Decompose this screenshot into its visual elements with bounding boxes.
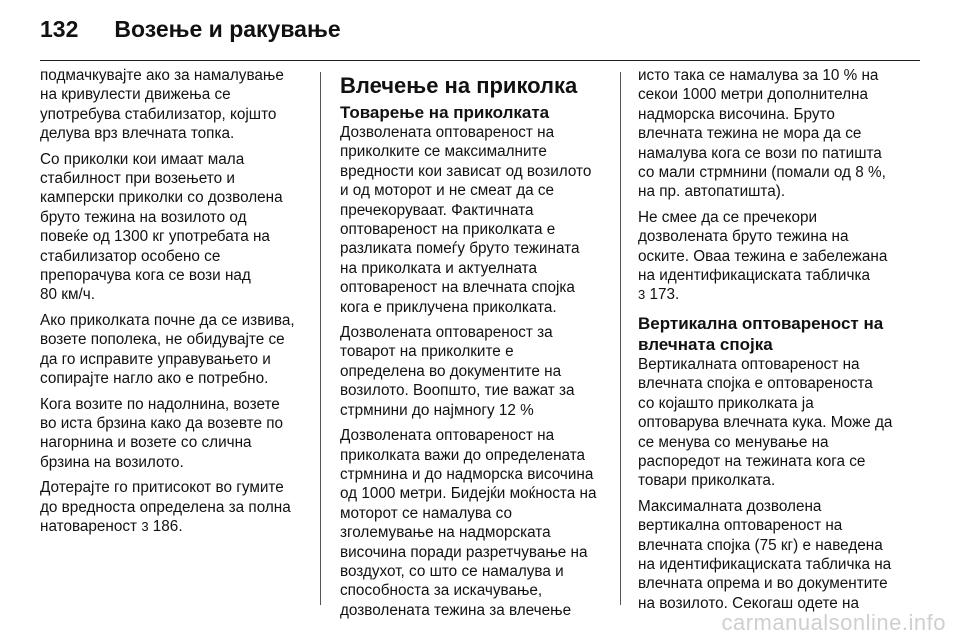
text-line: камперски приколки со дозволена xyxy=(40,189,283,207)
text-line: разликата помеѓу бруто тежината xyxy=(340,240,580,258)
subheading-line: Вертикална оптовареност на xyxy=(638,313,884,333)
text-line: да го исправите управувањето и xyxy=(40,350,271,368)
subheading-line: влечната спојка xyxy=(638,334,773,354)
paragraph xyxy=(40,311,308,389)
paragraph xyxy=(638,497,920,613)
text-line: Максималната дозволена xyxy=(638,497,822,515)
text-line: Дозволената оптовареност за xyxy=(340,324,553,342)
text-line: секои 1000 метри дополнителна xyxy=(638,86,868,104)
text-line: препорачува кога се вози над xyxy=(40,267,251,285)
text-line: на возилото. Секогаш одете на xyxy=(638,594,860,612)
paragraph xyxy=(340,426,608,620)
watermark: carmanualsonline.info xyxy=(721,610,946,635)
text-line: дозволената тежина за влечење xyxy=(340,601,572,619)
text-line: вредности кои зависат од возилото xyxy=(340,162,592,180)
text-line: влечната спојка (75 кг) е наведена xyxy=(638,536,883,554)
text-line: оптовареност на влечната спојка xyxy=(340,279,575,297)
text-line: височина поради разретчување на xyxy=(340,543,588,561)
text-line: се менува со менување на xyxy=(638,433,829,451)
text-line: во иста брзина како да возевте по xyxy=(40,414,284,432)
text-line: надморска височина. Бруто xyxy=(638,105,835,123)
text-line: Ако приколката почне да се извива, xyxy=(40,311,295,329)
text-line: до вредноста определена за полна xyxy=(40,498,291,516)
header-divider xyxy=(40,60,920,61)
text-line: товари приколката. xyxy=(638,472,776,490)
text-line: оптовареност на приколката е xyxy=(340,221,556,239)
text-line: Кога возите по надолнина, возете xyxy=(40,395,280,413)
text-line: на приколката и актуелната xyxy=(340,259,537,277)
text-line: влечната тежина не мора да се xyxy=(638,125,862,143)
page-reference-link[interactable]: 173. xyxy=(649,286,680,304)
text-line: на пр. автопатишта). xyxy=(638,183,786,201)
text-line: стабилизатор особено се xyxy=(40,247,221,265)
subsection-title: Товарење на приколката xyxy=(340,103,550,122)
text-line: Вертикалната оптовареност на xyxy=(638,355,860,373)
section-title: Влечење на приколка xyxy=(340,73,578,98)
text-line: брзина на возилото. xyxy=(40,453,184,471)
text-line: возете пополека, не обидувајте се xyxy=(40,331,285,349)
text-line: делува врз влечната топка. xyxy=(40,125,235,143)
text-line: нагорнина и возете со слична xyxy=(40,434,252,452)
paragraph xyxy=(638,355,920,491)
paragraph xyxy=(340,323,608,420)
text-line: влечната спојка е оптовареноста xyxy=(638,375,873,393)
page-number: 132 xyxy=(40,16,79,42)
text-line: возилото. Воопшто, тие важат за xyxy=(340,382,575,400)
page-reference-arrow-icon: 3 xyxy=(141,518,149,534)
text-line: вертикална оптовареност на xyxy=(638,517,843,535)
text-line: со којашто приколката ја xyxy=(638,394,814,412)
text-line: и од моторот и не смеат да се xyxy=(340,182,555,200)
text-line: приколката важи до определената xyxy=(340,446,586,464)
column-divider-2 xyxy=(620,72,621,605)
page-title: Возење и ракување xyxy=(114,16,341,42)
text-line: стабилност при возењето и xyxy=(40,170,235,188)
text-line: на идентификациската табличка xyxy=(638,267,870,285)
subsection-title xyxy=(638,313,920,355)
text-line: стрмнина и до надморска височина xyxy=(340,465,594,483)
text-line: дозволената бруто тежина на xyxy=(638,228,849,246)
text-line: Дотерајте го притисокот во гумите xyxy=(40,479,284,497)
text-line: употребува стабилизатор, којшто xyxy=(40,105,277,123)
text-line: исто така се намалува за 10 % на xyxy=(638,67,879,84)
text-line: воздухот, со што се намалува и xyxy=(340,562,564,580)
text-line: приколките се максималните xyxy=(340,143,547,161)
text-column-1 xyxy=(40,66,308,542)
paragraph xyxy=(638,208,920,305)
text-line: зголемување на надморската xyxy=(340,524,551,542)
text-line: влечната опрема и во документите xyxy=(638,575,888,593)
text-line: сопирајте нагло ако е потребно. xyxy=(40,370,269,388)
text-line: намалува кога се вози по патишта xyxy=(638,144,882,162)
paragraph xyxy=(40,478,308,536)
paragraph xyxy=(340,123,608,317)
text-line: Дозволената оптовареност на xyxy=(340,124,555,141)
text-line: оските. Оваа тежина е забележана xyxy=(638,247,888,265)
paragraph xyxy=(40,150,308,305)
text-line: Не смее да се пречекори xyxy=(638,208,818,226)
text-line: способноста за искачување, xyxy=(340,582,543,600)
page-reference-arrow-icon: 3 xyxy=(638,287,646,303)
text-line: стрмнини до најмногу 12 % xyxy=(340,401,534,419)
text-line: бруто тежина на возилото од xyxy=(40,208,247,226)
text-line: распоредот на тежината кога се xyxy=(638,452,866,470)
text-line: товарот на приколките е xyxy=(340,343,514,361)
text-column-2 xyxy=(340,66,608,626)
page-header xyxy=(40,16,341,46)
text-line: подмачкувајте ако за намалување xyxy=(40,67,284,84)
text-line: оптоварува влечната кука. Може да xyxy=(638,414,893,432)
page-reference-link[interactable]: 186. xyxy=(152,517,183,535)
text-line: моторот се намалува со xyxy=(340,504,512,522)
text-line: на кривулести движења се xyxy=(40,86,231,104)
text-line: кога е приклучена приколката. xyxy=(340,298,557,316)
text-line: 80 км/ч. xyxy=(40,286,95,304)
text-line: повеќе од 1300 кг употребата на xyxy=(40,228,270,246)
text-line: Дозволената оптовареност на xyxy=(340,427,555,445)
text-column-3 xyxy=(638,66,920,619)
text-line: определена во документите на xyxy=(340,362,562,380)
text-line: Со приколки кои имаат мала xyxy=(40,150,245,168)
paragraph xyxy=(638,66,920,202)
text-line: натовареност xyxy=(40,517,138,535)
text-line: од 1000 метри. Бидејќи моќноста на xyxy=(340,485,597,503)
text-line: со мали стрмнини (помали од 8 %, xyxy=(638,164,886,182)
text-line: на идентификациската табличка на xyxy=(638,555,892,573)
paragraph xyxy=(40,395,308,473)
paragraph xyxy=(40,66,308,144)
text-line: пречекоруваат. Фактичната xyxy=(340,201,534,219)
column-divider-1 xyxy=(320,72,321,605)
